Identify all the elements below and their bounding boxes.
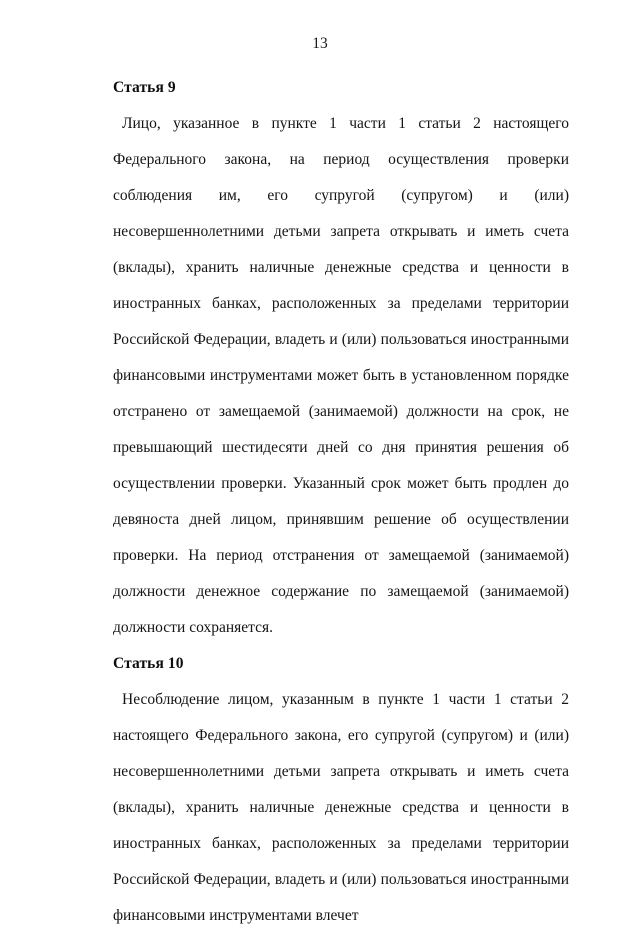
article-heading-10: Статья 10	[113, 655, 184, 672]
article-heading-9: Статья 9	[113, 79, 176, 96]
article-paragraph-10: Несоблюдение лицом, указанным в пункте 1 части 1 статьи 2 настоящего Федерального закона, его супругой (супругом) и (или) несовершеннолетними детьми запрета открывать и иметь счета (вклады), хранить наличные денежные средства и ценности в иностранных банках, расположенных за пределами территории Российской Федерации, владеть и (или) пользоваться иностранными финансовыми инструментами влечет	[113, 691, 569, 924]
article-paragraph-9: Лицо, указанное в пункте 1 части 1 статьи 2 настоящего Федерального закона, на период осуществления проверки соблюдения им, его супругой (супругом) и (или) несовершеннолетними детьми запрета открывать и иметь счета (вклады), хранить наличные денежные средства и ценности в иностранных банках, расположенных за пределами территории Российской Федерации, владеть и (или) пользоваться иностранными финансовыми инструментами может быть в установленном порядке отстранено от замещаемой (занимаемой) должности на срок, не превышающий шестидесяти дней со дня принятия решения об осуществлении проверки. Указанный срок может быть продлен до девяноста дней лицом, принявшим решение об осуществлении проверки. На период отстранения от замещаемой (занимаемой) должности денежное содержание по замещаемой (занимаемой) должности сохраняется.	[113, 115, 569, 636]
page-number: 13	[312, 35, 328, 52]
page-body	[113, 70, 569, 934]
